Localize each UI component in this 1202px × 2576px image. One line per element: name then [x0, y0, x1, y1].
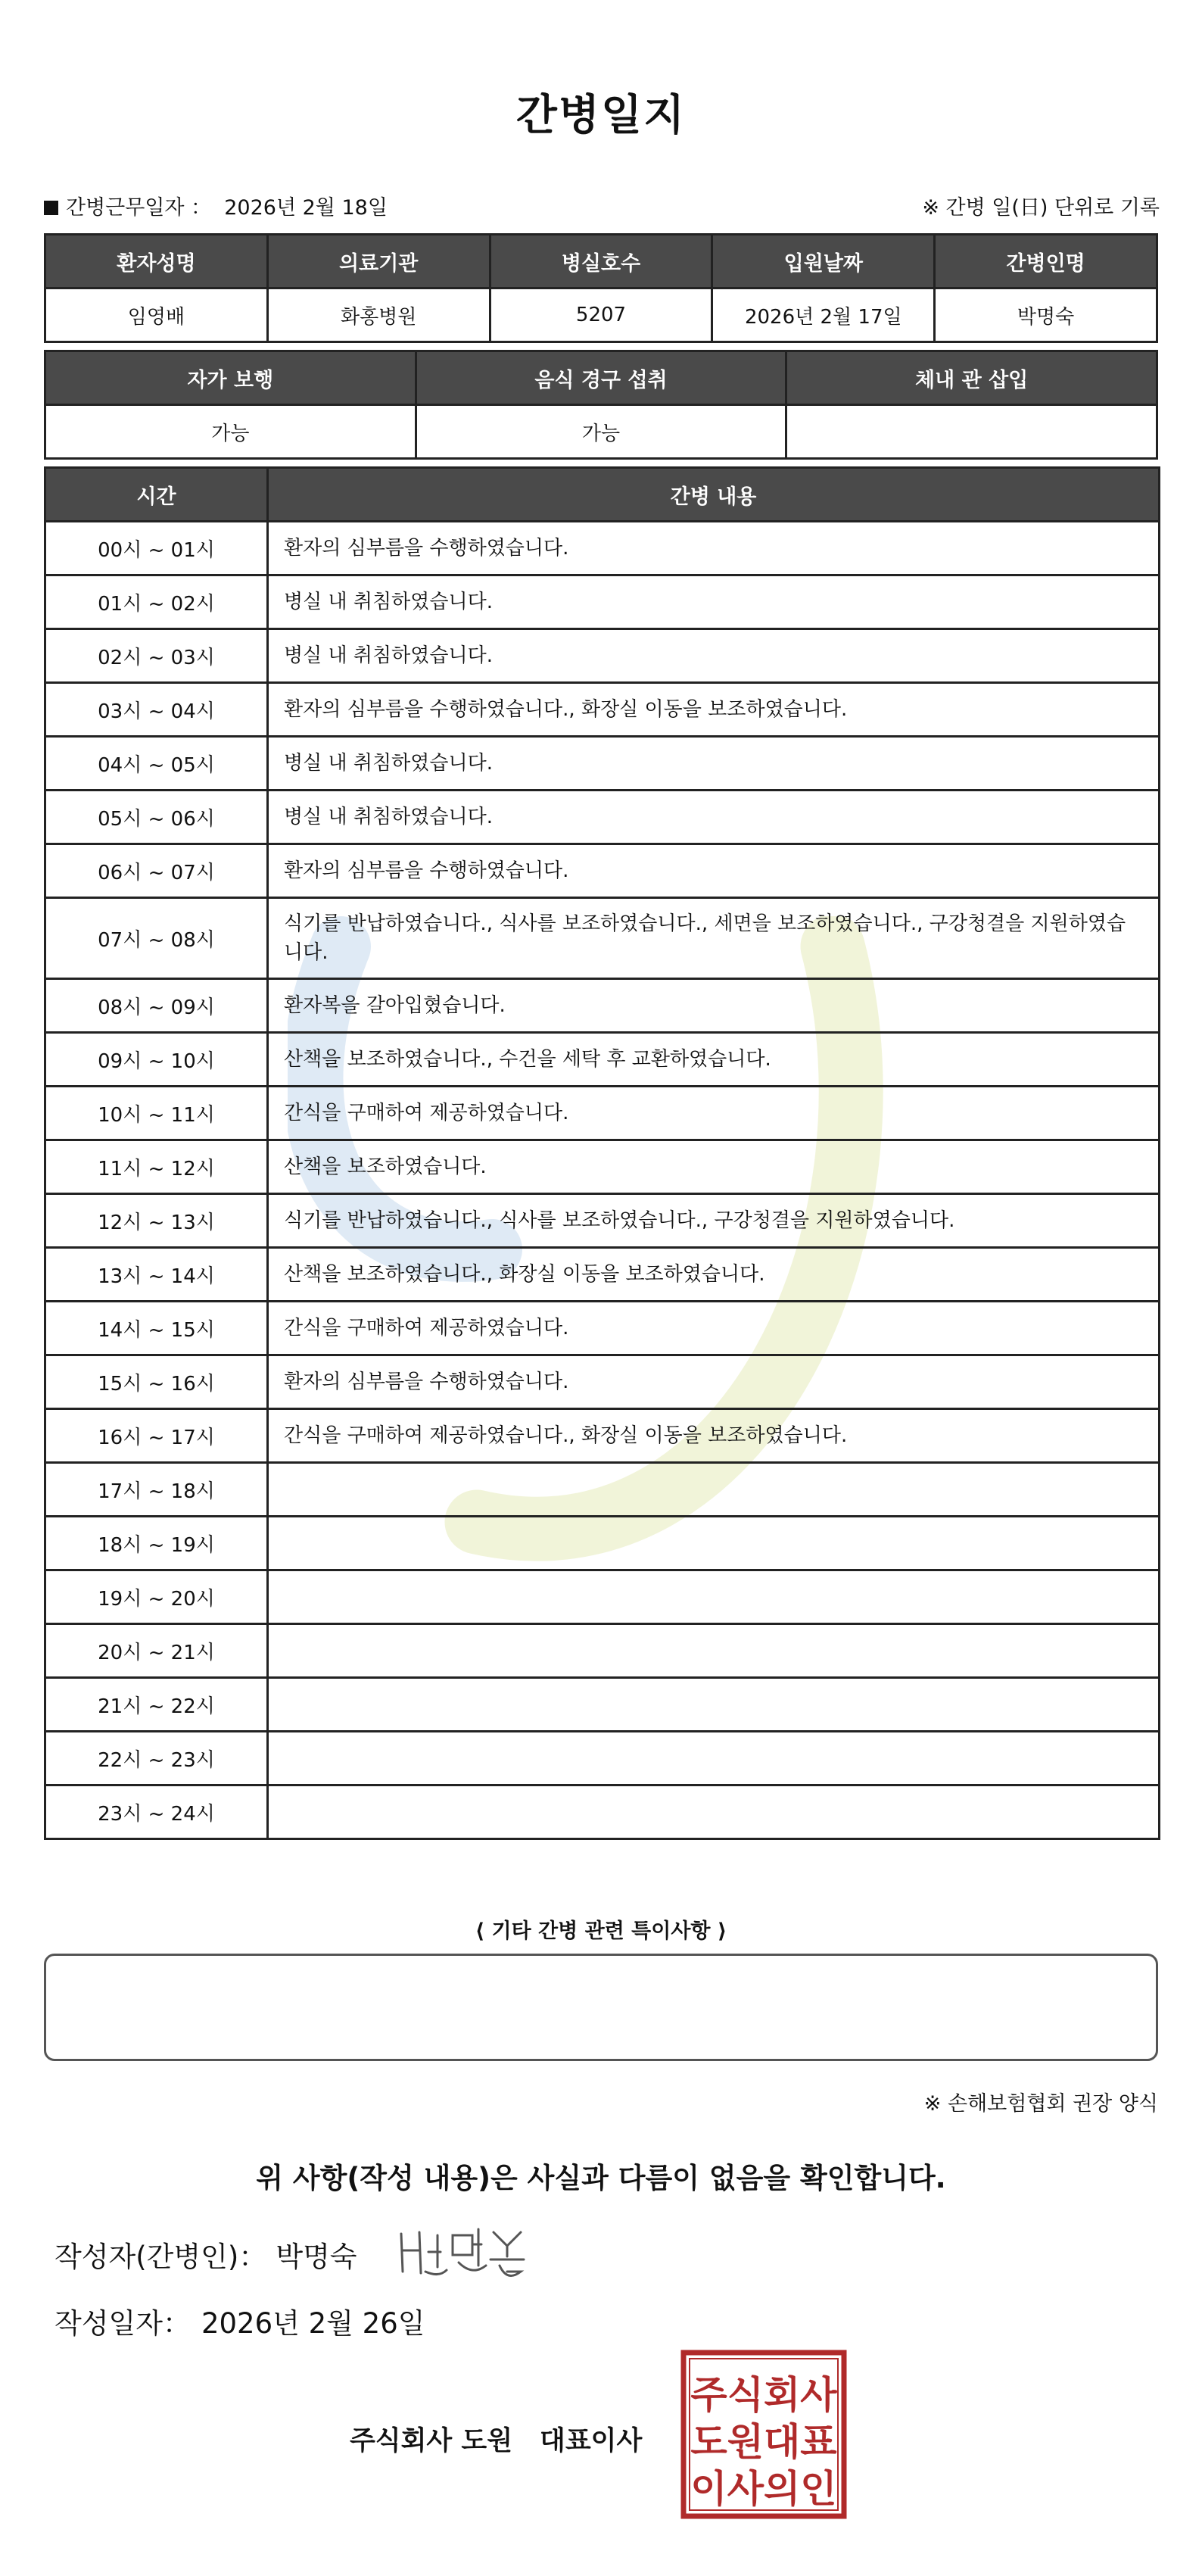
header-time: 시간	[45, 468, 268, 522]
oral-intake-value: 가능	[416, 405, 786, 459]
table-row	[45, 1570, 1160, 1624]
time-slot: 23시 ~ 24시	[45, 1785, 268, 1839]
table-row	[45, 1732, 1160, 1785]
header-room-number: 병실호수	[490, 235, 712, 288]
write-date-line	[54, 2300, 436, 2341]
time-slot: 00시 ~ 01시	[45, 522, 268, 575]
header-patient-name: 환자성명	[45, 235, 268, 288]
table-row	[45, 1517, 1160, 1570]
care-note: 병실 내 취침하였습니다.	[268, 575, 1160, 629]
table-row	[45, 1463, 1160, 1517]
time-slot: 19시 ~ 20시	[45, 1570, 268, 1624]
table-row	[45, 898, 1160, 979]
company-seal-stamp	[680, 2349, 848, 2520]
work-date-line	[44, 191, 388, 220]
time-slot: 15시 ~ 16시	[45, 1355, 268, 1409]
time-slot: 09시 ~ 10시	[45, 1033, 268, 1087]
table-row	[45, 1409, 1160, 1463]
care-note: 간식을 구매하여 제공하였습니다.	[268, 1087, 1160, 1140]
care-note	[268, 1463, 1160, 1517]
time-slot: 08시 ~ 09시	[45, 979, 268, 1033]
header-admission-date: 입원날짜	[712, 235, 935, 288]
writer-label: 작성자(간병인)：	[54, 2241, 267, 2273]
header-tube-insertion: 체내 관 삽입	[786, 351, 1157, 405]
table-row	[45, 1248, 1160, 1302]
care-note: 환자의 심부름을 수행하였습니다., 화장실 이동을 보조하였습니다.	[268, 683, 1160, 737]
company-name: 주식회사 도원	[350, 2426, 513, 2456]
table-row	[45, 844, 1160, 898]
care-note	[268, 1624, 1160, 1678]
care-schedule-table	[44, 466, 1160, 1840]
work-date-value: 2026년 2월 18일	[224, 196, 388, 220]
seal-line-3: 이사의인	[690, 2467, 837, 2511]
care-note	[268, 1785, 1160, 1839]
time-slot: 06시 ~ 07시	[45, 844, 268, 898]
confirmation-statement: 위 사항(작성 내용)은 사실과 다름이 없음을 확인합니다.	[256, 2162, 946, 2194]
care-note: 환자의 심부름을 수행하였습니다.	[268, 1355, 1160, 1409]
table-row	[45, 683, 1160, 737]
admission-date: 2026년 2월 17일	[712, 288, 935, 342]
time-slot: 12시 ~ 13시	[45, 1194, 268, 1248]
time-slot: 05시 ~ 06시	[45, 791, 268, 844]
care-note	[268, 1732, 1160, 1785]
remarks-box	[44, 1954, 1158, 2061]
time-slot: 20시 ~ 21시	[45, 1624, 268, 1678]
patient-name: 임영배	[45, 288, 268, 342]
time-slot: 22시 ~ 23시	[45, 1732, 268, 1785]
table-row	[45, 1355, 1160, 1409]
patient-status-table	[44, 350, 1158, 460]
daily-record-note: ※ 간병 일(日) 단위로 기록	[922, 196, 1160, 220]
room-number: 5207	[490, 288, 712, 342]
header-care-content: 간병 내용	[268, 468, 1160, 522]
care-note: 산책을 보조하였습니다., 화장실 이동을 보조하였습니다.	[268, 1248, 1160, 1302]
care-note	[268, 1678, 1160, 1732]
hospital-name: 화홍병원	[267, 288, 490, 342]
care-note: 간식을 구매하여 제공하였습니다.	[268, 1302, 1160, 1355]
table-row	[45, 791, 1160, 844]
seal-line-1: 주식회사	[690, 2373, 837, 2417]
header-oral-intake: 음식 경구 섭취	[416, 351, 786, 405]
write-date-value: 2026년 2월 26일	[201, 2307, 425, 2340]
writer-line	[54, 2234, 366, 2275]
writer-name: 박명숙	[276, 2241, 357, 2273]
table-row	[45, 1624, 1160, 1678]
care-note: 병실 내 취침하였습니다.	[268, 737, 1160, 791]
care-note: 산책을 보조하였습니다.	[268, 1140, 1160, 1194]
care-note: 식기를 반납하였습니다., 식사를 보조하였습니다., 구강청결을 지원하였습니다.	[268, 1194, 1160, 1248]
table-row	[45, 1033, 1160, 1087]
table-row	[45, 1140, 1160, 1194]
header-hospital: 의료기관	[267, 235, 490, 288]
table-row	[45, 737, 1160, 791]
table-row	[45, 979, 1160, 1033]
ceo-title: 대표이사	[540, 2426, 643, 2456]
remarks-title: ⟨ 기타 간병 관련 특이사항 ⟩	[475, 1920, 727, 1943]
patient-info-table	[44, 233, 1158, 343]
care-note	[268, 1570, 1160, 1624]
care-note: 산책을 보조하였습니다., 수건을 세탁 후 교환하였습니다.	[268, 1033, 1160, 1087]
table-row	[45, 1194, 1160, 1248]
time-slot: 21시 ~ 22시	[45, 1678, 268, 1732]
care-note: 환자복을 갈아입혔습니다.	[268, 979, 1160, 1033]
time-slot: 13시 ~ 14시	[45, 1248, 268, 1302]
care-note: 환자의 심부름을 수행하였습니다.	[268, 522, 1160, 575]
time-slot: 04시 ~ 05시	[45, 737, 268, 791]
table-row	[45, 1302, 1160, 1355]
care-note: 환자의 심부름을 수행하였습니다.	[268, 844, 1160, 898]
care-note: 병실 내 취침하였습니다.	[268, 791, 1160, 844]
table-row	[45, 1087, 1160, 1140]
recommend-note: ※ 손해보험협회 권장 양식	[923, 2092, 1158, 2116]
time-slot: 01시 ~ 02시	[45, 575, 268, 629]
care-note	[268, 1517, 1160, 1570]
table-row	[45, 629, 1160, 683]
header-self-walking: 자가 보행	[45, 351, 416, 405]
company-line	[350, 2420, 669, 2458]
time-slot: 16시 ~ 17시	[45, 1409, 268, 1463]
header-caregiver-name: 간병인명	[935, 235, 1157, 288]
time-slot: 03시 ~ 04시	[45, 683, 268, 737]
care-note: 식기를 반납하였습니다., 식사를 보조하였습니다., 세면을 보조하였습니다., 구강청결을 지원하였습니다.	[268, 898, 1160, 979]
square-bullet-icon	[44, 201, 58, 215]
table-row	[45, 1678, 1160, 1732]
write-date-label: 작성일자：	[54, 2307, 191, 2340]
handwritten-signature	[394, 2219, 530, 2287]
seal-line-2: 도원대표	[690, 2420, 837, 2464]
time-slot: 10시 ~ 11시	[45, 1087, 268, 1140]
care-note: 병실 내 취침하였습니다.	[268, 629, 1160, 683]
table-row	[45, 522, 1160, 575]
time-slot: 11시 ~ 12시	[45, 1140, 268, 1194]
time-slot: 02시 ~ 03시	[45, 629, 268, 683]
time-slot: 17시 ~ 18시	[45, 1463, 268, 1517]
care-note: 간식을 구매하여 제공하였습니다., 화장실 이동을 보조하였습니다.	[268, 1409, 1160, 1463]
time-slot: 14시 ~ 15시	[45, 1302, 268, 1355]
work-date-label: 간병근무일자 ：	[66, 196, 212, 220]
document-title: 간병일지	[515, 91, 687, 140]
table-row	[45, 575, 1160, 629]
tube-insertion-value	[786, 405, 1157, 459]
caregiver-name: 박명숙	[935, 288, 1157, 342]
self-walking-value: 가능	[45, 405, 416, 459]
time-slot: 07시 ~ 08시	[45, 898, 268, 979]
time-slot: 18시 ~ 19시	[45, 1517, 268, 1570]
table-row	[45, 1785, 1160, 1839]
